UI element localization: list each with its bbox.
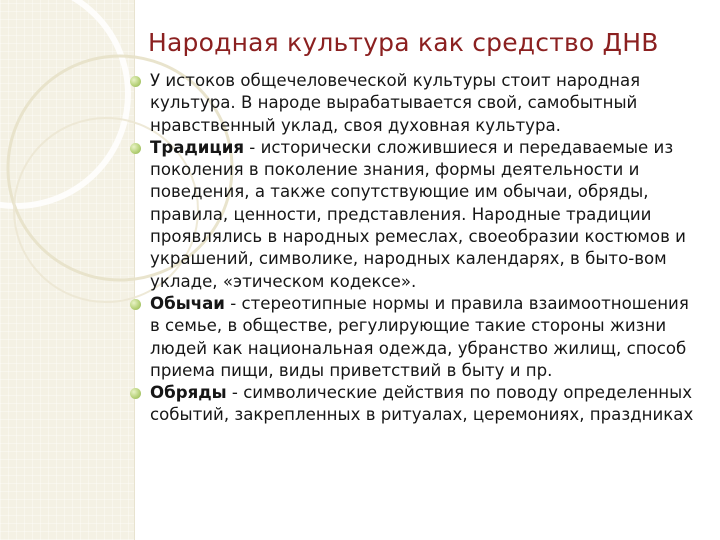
bullet-icon	[130, 299, 141, 310]
bullet-icon	[130, 143, 141, 154]
list-item	[128, 382, 703, 427]
bullet-term: Обычаи	[150, 293, 225, 313]
list-item	[128, 137, 703, 293]
bullet-list	[128, 70, 703, 427]
bullet-term: Традиция	[150, 137, 245, 157]
bullet-text: стереотипные нормы и правила взаимоотношения в семье, в обществе, регулирующие такие стороны жизни людей как национальная одежда, убранство жилищ, способ приема пищи, виды приветствий в быту и пр.	[150, 293, 689, 380]
bullet-term: Обряды	[150, 383, 227, 403]
bullet-text: символические действия по поводу определенных событий, закрепленных в ритуалах, церемониях, праздниках	[150, 383, 694, 425]
bullet-icon	[130, 388, 141, 399]
bullet-icon	[130, 76, 141, 87]
bullet-text: У истоков общечеловеческой культуры стоит народная культура. В народе вырабатывается свой, самобытный нравственный уклад, своя духовная культура.	[150, 71, 641, 135]
list-item	[128, 70, 703, 137]
slide-title: Народная культура как средство ДНВ	[148, 28, 659, 57]
list-item	[128, 293, 703, 382]
bullet-text: исторически сложившиеся и передаваемые из поколения в поколение знания, формы деятельности и поведения, а также сопутствующие им обычаи, обряды, правила, ценности, представления. Народные традиции проявлялись в народных ремеслах, своеобразии костюмов и украшений, символике, народных календарях, в быто-вом укладе, «этическом кодексе».	[150, 137, 686, 291]
bullet-separator: -	[226, 383, 244, 403]
bullet-separator: -	[244, 137, 261, 157]
bullet-separator: -	[224, 293, 242, 313]
